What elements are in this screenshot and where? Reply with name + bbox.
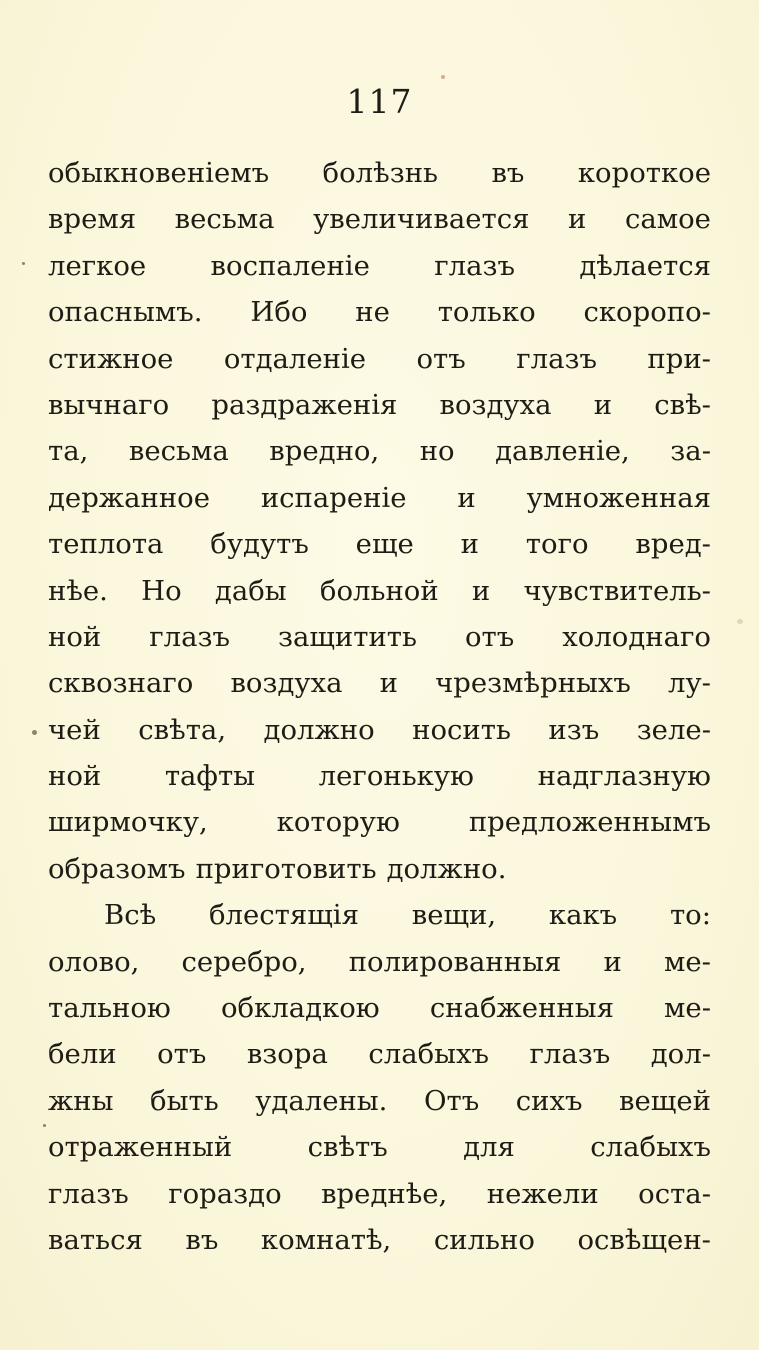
text-line: опаснымъ. Ибо не только скоропо- xyxy=(48,296,711,329)
text-line: теплота будутъ еще и того вред- xyxy=(48,528,711,561)
text-line: нѣе. Но дабы больной и чувствитель- xyxy=(48,574,711,607)
text-line: сквознаго воздуха и чрезмѣрныхъ лу- xyxy=(48,667,711,700)
text-line: та, весьма вредно, но давленіе, за- xyxy=(48,435,711,468)
text-line: тальною обкладкою снабженныя ме- xyxy=(48,992,711,1025)
text-line: время весьма увеличивается и самое xyxy=(48,203,711,236)
text-line: образомъ приготовить должно. xyxy=(48,852,507,885)
body-text xyxy=(48,150,711,1263)
text-line: жны быть удалены. Отъ сихъ вещей xyxy=(48,1084,711,1117)
text-line: олово, серебро, полированныя и ме- xyxy=(48,945,711,978)
text-line: вычнаго раздраженія воздуха и свѣ- xyxy=(48,388,711,421)
text-line: держанное испареніе и умноженная xyxy=(48,481,711,514)
text-line: Всѣ блестящія вещи, какъ то: xyxy=(104,899,711,932)
text-line: чей свѣта, должно носить изъ зеле- xyxy=(48,713,711,746)
paper-speck xyxy=(441,75,445,79)
text-line: отраженный свѣтъ для слабыхъ xyxy=(48,1131,711,1164)
paper-speck xyxy=(32,730,37,735)
text-line: обыкновеніемъ болѣзнь въ короткое xyxy=(48,157,711,189)
text-line: ной тафты легонькую надглазную xyxy=(48,760,711,793)
paper-speck xyxy=(43,1124,46,1127)
page-number: 117 xyxy=(346,82,413,121)
paper-speck xyxy=(737,619,743,624)
text-line: глазъ гораздо вреднѣе, нежели оста- xyxy=(48,1177,711,1210)
text-line: стижное отдаленіе отъ глазъ при- xyxy=(48,342,711,375)
text-line: ной глазъ защитить отъ холоднаго xyxy=(48,620,711,653)
paper-speck xyxy=(22,262,25,265)
text-line: бели отъ взора слабыхъ глазъ дол- xyxy=(48,1038,711,1071)
text-line: легкое воспаленіе глазъ дѣлается xyxy=(48,249,711,282)
text-line: ширмочку, которую предложеннымъ xyxy=(48,806,711,839)
text-line: ваться въ комнатѣ, сильно освѣщен- xyxy=(48,1223,711,1256)
